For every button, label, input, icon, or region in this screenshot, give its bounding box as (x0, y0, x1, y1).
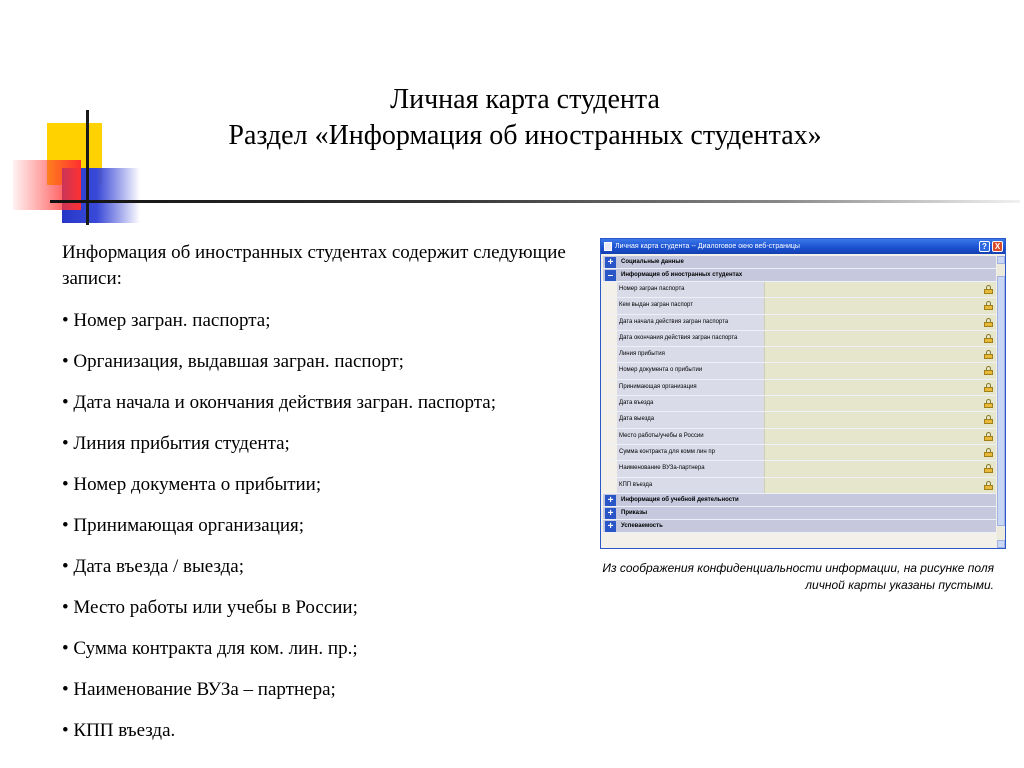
section-social-data[interactable] (603, 256, 996, 269)
bullet-list (62, 309, 496, 760)
scroll-up-arrow-icon[interactable] (997, 256, 1005, 264)
bullet-item: • Дата въезда / выезда; (62, 556, 244, 577)
field-value-input[interactable] (764, 282, 996, 297)
section-study-activity[interactable] (603, 494, 996, 507)
field-label: Линия прибытия (617, 347, 764, 362)
bullet-item: • Организация, выдавшая загран. паспорт; (62, 351, 404, 372)
section-label: Успеваемость (621, 522, 663, 529)
field-row (603, 380, 996, 396)
scroll-down-arrow-icon[interactable] (997, 540, 1005, 548)
bullet-item: • Принимающая организация; (62, 515, 305, 536)
section-label: Социальные данные (621, 259, 684, 265)
lock-icon (984, 399, 993, 408)
bullet-item: • Место работы или учебы в России; (62, 597, 358, 618)
lock-icon (984, 415, 993, 424)
field-label: Дата въезда (617, 396, 764, 411)
field-label: Кем выдан загран паспорт (617, 298, 764, 313)
expand-icon[interactable]: + (605, 521, 616, 532)
section-label: Информация об иностранных студентах (621, 272, 743, 278)
field-label: Дата начала действия загран паспорта (617, 315, 764, 330)
field-value-input[interactable] (764, 461, 996, 476)
field-value-input[interactable] (764, 331, 996, 346)
bullet-item: • КПП въезда. (62, 720, 176, 741)
field-row (603, 315, 996, 331)
dialog-content (603, 256, 996, 533)
expand-icon[interactable]: + (605, 257, 616, 268)
field-row (603, 429, 996, 445)
field-label: КПП въезда (617, 478, 764, 493)
field-value-input[interactable] (764, 380, 996, 395)
field-value-input[interactable] (764, 429, 996, 444)
field-value-input[interactable] (764, 412, 996, 427)
field-value-input[interactable] (764, 445, 996, 460)
section-label: Информация об учебной деятельности (621, 496, 739, 503)
field-label: Принимающая организация (617, 380, 764, 395)
collapse-icon[interactable]: – (605, 270, 616, 281)
lock-icon (984, 432, 993, 441)
title-line-1: Личная карта студента (390, 84, 660, 115)
student-card-dialog (600, 238, 1006, 549)
lock-icon (984, 334, 993, 343)
slide-title (120, 82, 930, 154)
bullet-item: • Номер документа о прибытии; (62, 474, 322, 495)
field-value-input[interactable] (764, 363, 996, 378)
field-label: Наименование ВУЗа-партнера (617, 461, 764, 476)
field-row (603, 461, 996, 477)
intro-text: Информация об иностранных студентах содержит следующие записи: (62, 242, 566, 289)
close-button[interactable]: X (992, 241, 1003, 252)
page-icon (604, 242, 612, 251)
field-row (603, 412, 996, 428)
section-foreign-students[interactable] (603, 269, 996, 282)
field-label: Место работы/учебы в России (617, 429, 764, 444)
lock-icon (984, 366, 993, 375)
bullet-item: • Линия прибытия студента; (62, 433, 290, 454)
field-list (603, 282, 996, 494)
dialog-title: Личная карта студента -- Диалоговое окно веб-страницы (615, 243, 800, 250)
field-row (603, 331, 996, 347)
field-row (603, 298, 996, 314)
lock-icon (984, 318, 993, 327)
lock-icon (984, 464, 993, 473)
field-label: Дата окончания действия загран паспорта (617, 331, 764, 346)
section-label: Приказы (621, 509, 648, 516)
field-value-input[interactable] (764, 396, 996, 411)
lock-icon (984, 301, 993, 310)
field-value-input[interactable] (764, 315, 996, 330)
field-label: Номер документа о прибытии (617, 363, 764, 378)
image-caption: Из соображения конфиденциальности информации, на рисунке поля личной карты указаны пустыми. (602, 561, 994, 592)
bullet-item: • Дата начала и окончания действия загран. паспорта; (62, 392, 497, 413)
field-row (603, 282, 996, 298)
expand-icon[interactable]: + (605, 495, 616, 506)
lock-icon (984, 285, 993, 294)
field-value-input[interactable] (764, 347, 996, 362)
field-row (603, 347, 996, 363)
expand-icon[interactable]: + (605, 508, 616, 519)
scroll-thumb[interactable] (997, 276, 1005, 526)
field-value-input[interactable] (764, 298, 996, 313)
lock-icon (984, 448, 993, 457)
field-label: Сумма контракта для комм лин пр (617, 445, 764, 460)
section-orders[interactable] (603, 507, 996, 520)
field-value-input[interactable] (764, 478, 996, 493)
field-label: Дата выезда (617, 412, 764, 427)
logo-vertical-line (86, 110, 89, 225)
field-row (603, 363, 996, 379)
help-button[interactable]: ? (979, 241, 990, 252)
lock-icon (984, 350, 993, 359)
bullet-item: • Наименование ВУЗа – партнера; (62, 679, 336, 700)
field-row (603, 478, 996, 494)
dialog-titlebar[interactable] (601, 239, 1005, 254)
bullet-item: • Сумма контракта для ком. лин. пр.; (62, 638, 358, 659)
lock-icon (984, 383, 993, 392)
lock-icon (984, 481, 993, 490)
vertical-scrollbar[interactable] (997, 256, 1005, 548)
field-label: Номер загран паспорта (617, 282, 764, 297)
title-line-2: Раздел «Информация об иностранных студентах» (228, 120, 822, 151)
title-divider (50, 200, 1020, 203)
field-row (603, 396, 996, 412)
field-row (603, 445, 996, 461)
bullet-item: • Номер загран. паспорта; (62, 310, 271, 331)
section-grades[interactable] (603, 520, 996, 533)
